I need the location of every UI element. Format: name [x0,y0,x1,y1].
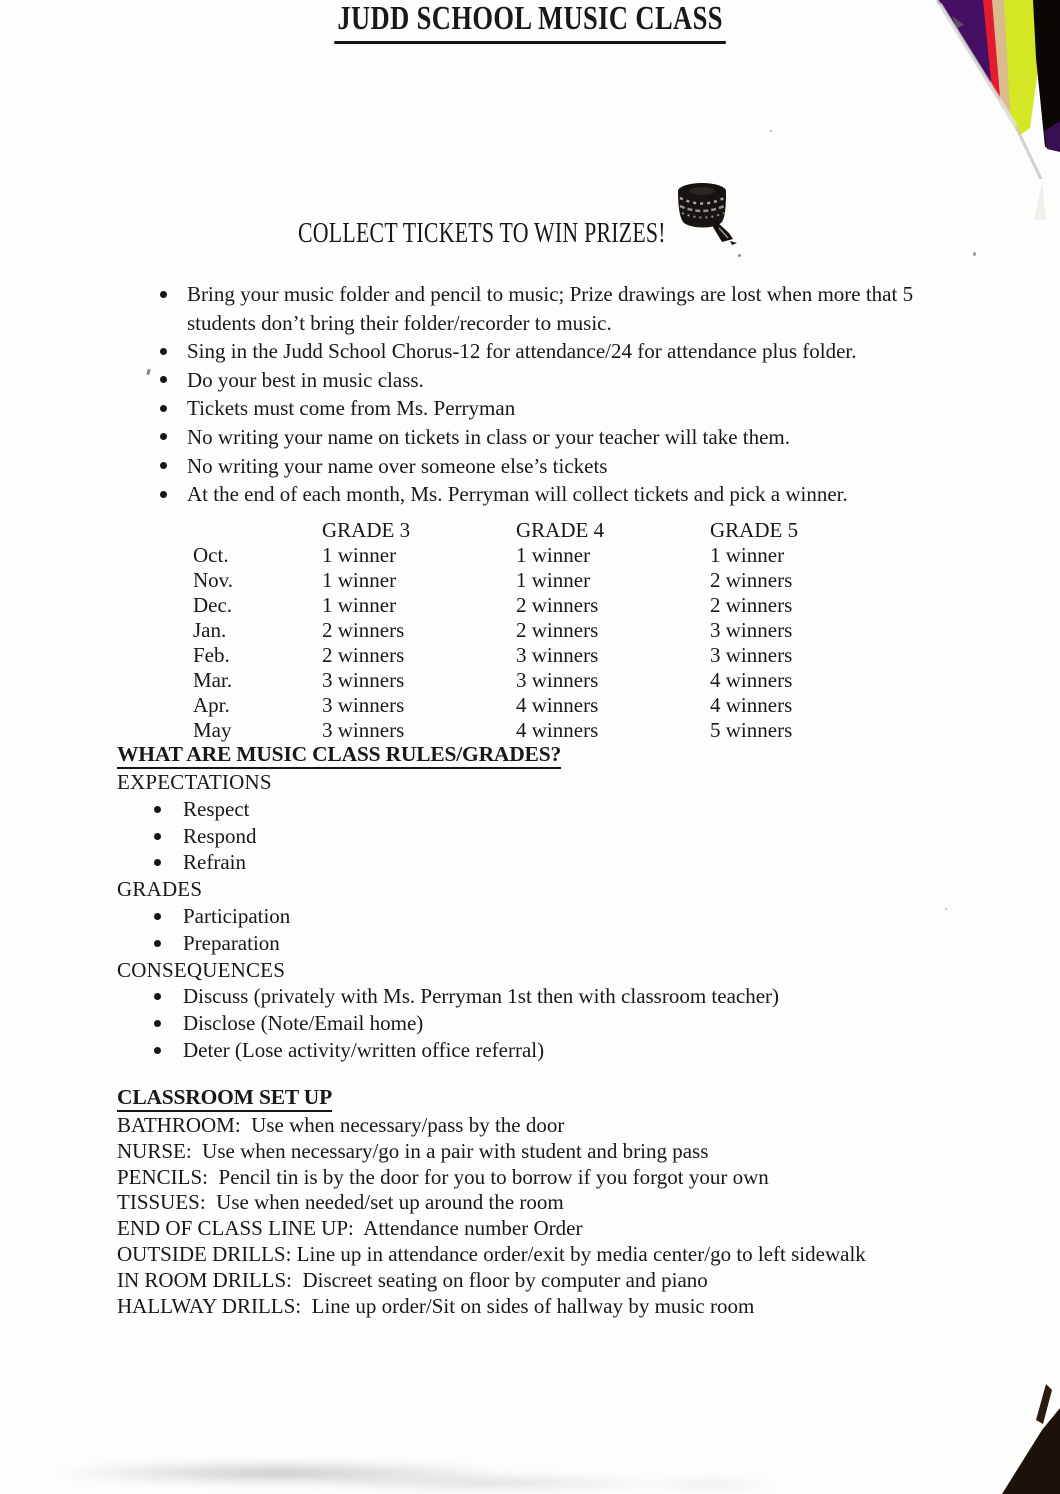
ticket-rules-list [158,280,926,509]
table-row: Dec. 1 winner 2 winners 2 winners [193,593,793,617]
list-item: Discuss (privately with Ms. Perryman 1st then with classroom teacher) [117,983,917,1010]
page-title: JUDD SCHOOL MUSIC CLASS [334,0,726,44]
section-heading: CLASSROOM SET UP [117,1085,957,1112]
table-row: May 3 winners 4 winners 5 winners [193,718,793,742]
column-header: GRADE 3 [322,518,411,542]
group-label-grades: GRADES [117,877,203,902]
document-title-row [0,0,1060,44]
column-header: GRADE 5 [710,518,799,542]
classroom-rule-line: OUTSIDE DRILLS: Line up in attendance order/exit by media center/go to left sidewalk [117,1241,866,1266]
list-item: Bring your music folder and pencil to music; Prize drawings are lost when more that 5 students don’t bring their folder/recorder to music. [158,280,926,337]
list-item: At the end of each month, Ms. Perryman will collect tickets and pick a winner. [158,480,926,509]
subtitle-collect-tickets: COLLECT TICKETS TO WIN PRIZES! [298,218,666,249]
scan-smudge [640,1480,780,1490]
scan-speck [146,369,151,376]
surface-corner-bottomright [990,1380,1060,1494]
scan-speck [945,908,947,910]
table-row: Feb. 2 winners 3 winners 3 winners [193,643,793,667]
table-header-row [193,516,850,543]
classroom-rule-line: PENCILS: Pencil tin is by the door for you to borrow if you forgot your own [117,1164,769,1189]
list-item: No writing your name over someone else’s tickets [158,452,926,481]
list-item: No writing your name on tickets in class or your teacher will take them. [158,423,926,452]
classroom-rule-line: HALLWAY DRILLS: Line up order/Sit on sides of hallway by music room [117,1293,755,1318]
group-label-consequences: CONSEQUENCES [117,957,286,982]
list-item: Do your best in music class. [158,366,926,395]
table-row: Jan. 2 winners 2 winners 3 winners [193,618,793,642]
classroom-rule-line: TISSUES: Use when needed/set up around the room [117,1190,564,1215]
list-item: Respond [117,823,917,850]
section-heading: WHAT ARE MUSIC CLASS RULES/GRADES? [117,741,917,769]
list-item: Disclose (Note/Email home) [117,1010,917,1037]
column-header: GRADE 4 [516,518,605,542]
table-row: Nov. 1 winner 1 winner 2 winners [193,568,793,592]
table-row: Mar. 3 winners 3 winners 4 winners [193,668,793,692]
winners-table [193,516,850,743]
scan-speck [770,130,772,132]
group-label-expectations: EXPECTATIONS [117,770,272,794]
list-item: Preparation [117,930,917,957]
scan-speck [738,254,741,257]
list-item: Sing in the Judd School Chorus-12 for attendance/24 for attendance plus folder. [158,337,926,366]
table-corner-cell [193,516,322,543]
list-item: Tickets must come from Ms. Perryman [158,394,926,423]
classroom-rule-line: IN ROOM DRILLS: Discreet seating on floor by computer and piano [117,1267,708,1292]
list-item: Respect [117,796,917,823]
classroom-rule-line: BATHROOM: Use when necessary/pass by the door [117,1113,565,1137]
list-item: Deter (Lose activity/written office referral) [117,1037,917,1064]
list-item: Participation [117,903,917,930]
classroom-rule-line: NURSE: Use when necessary/go in a pair with student and bring pass [117,1138,709,1163]
table-row: Oct. 1 winner 1 winner 1 winner [193,543,785,567]
scan-speck [973,252,976,256]
list-item: Refrain [117,849,917,876]
scan-smudge [300,1476,680,1490]
ticket-roll-icon [672,181,738,245]
table-row: Apr. 3 winners 4 winners 4 winners [193,693,793,717]
classroom-rule-line: END OF CLASS LINE UP: Attendance number Order [117,1216,583,1241]
classroom-setup-section [117,1085,957,1319]
rules-grades-section [117,741,917,1064]
